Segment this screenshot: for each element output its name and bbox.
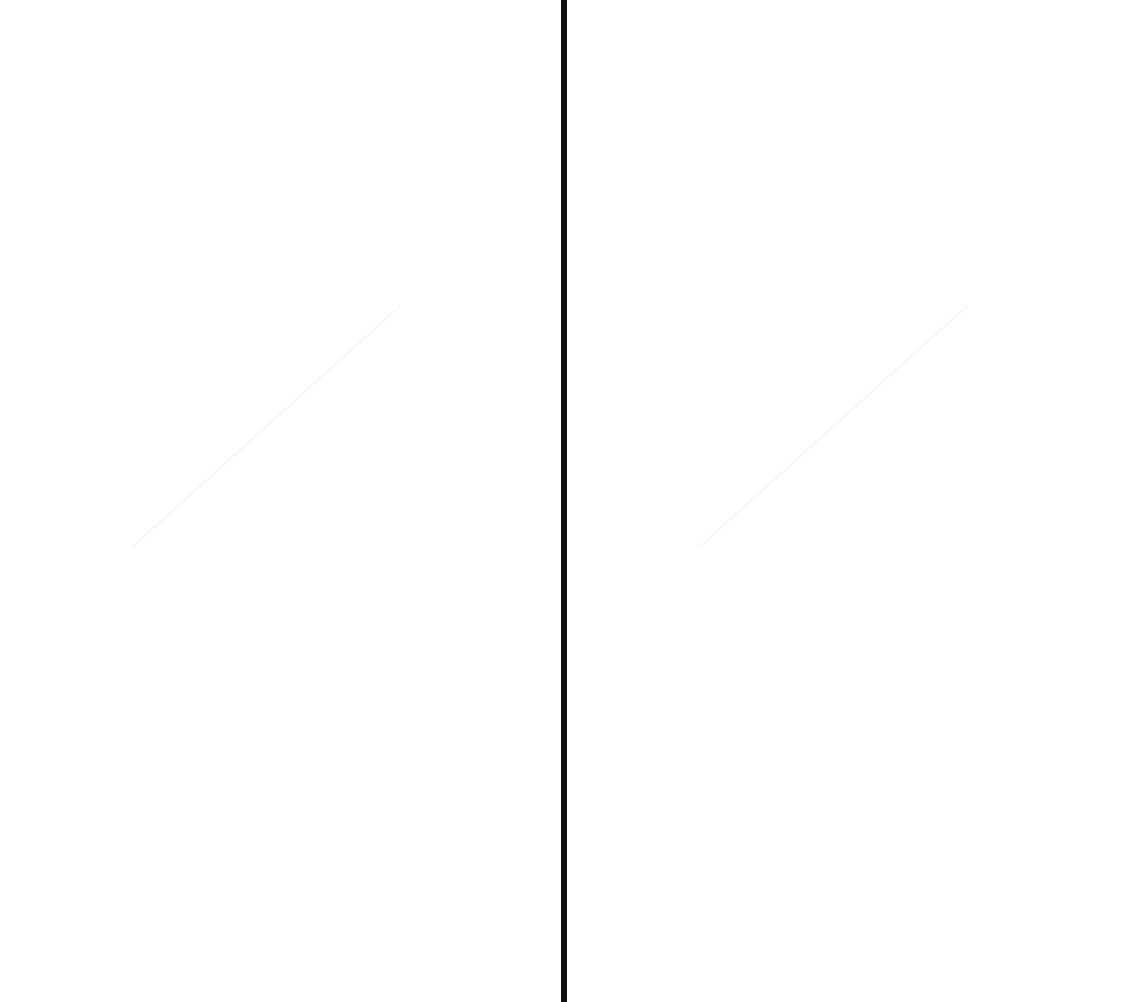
left-page	[0, 0, 561, 1002]
right-page	[567, 0, 1128, 1002]
left-page-text	[52, 118, 517, 425]
right-page-text	[617, 118, 1082, 380]
